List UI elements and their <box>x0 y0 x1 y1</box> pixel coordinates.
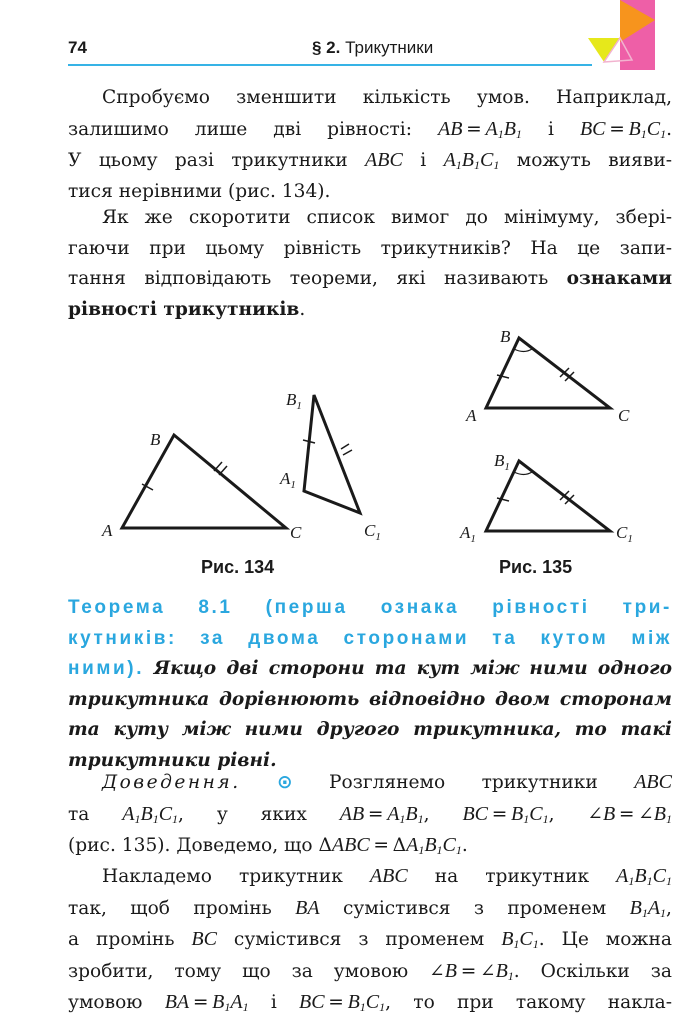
tick-mark <box>219 466 227 475</box>
corner-yellow-triangle <box>588 38 620 62</box>
tick-mark <box>343 450 352 455</box>
text-line: так, щоб промінь BA сумістився з променем $B_1A_1$, <box>68 896 672 920</box>
text: тання відповідають теореми, які називають <box>68 268 549 289</box>
tick-mark <box>341 444 349 449</box>
theorem-heading: кутників: за двома сторонами та кутом між <box>68 627 672 649</box>
text: а промінь <box>68 929 175 950</box>
figure-caption-135: Рис. 135 <box>499 557 573 577</box>
triangle-abc-135 <box>486 338 610 408</box>
theorem-text: трикутники рівні. <box>68 749 277 771</box>
text-line: У цьому разі трикутники ABC і $A_1B_1C_1$ можуть вияви- <box>68 149 672 172</box>
text: (рис. 135). Доведемо, що <box>68 835 313 856</box>
section-name: Трикутники <box>340 38 434 57</box>
label-a: A <box>102 521 113 540</box>
text-line <box>68 654 672 685</box>
text: сумістився з променем <box>233 929 485 950</box>
label-c1: $C_1$ <box>364 521 381 543</box>
text: зробити, тому що за умовою <box>68 960 409 982</box>
text: . <box>299 298 306 320</box>
text-line: гаючи при цьому рівність трикутників? На це запи- <box>68 237 672 259</box>
text-line: залишимо лише дві рівності: AB = $A_1B_1$ і BC = $B_1C_1$. <box>68 117 672 141</box>
text: і <box>547 118 554 140</box>
theorem-heading: Теорема 8.1 (перша ознака рівності три- <box>68 597 672 618</box>
paragraph-3 <box>68 861 672 1019</box>
text: умовою <box>68 992 143 1013</box>
section-title <box>312 38 433 58</box>
text: . Це можна <box>538 929 672 950</box>
text: Накладемо трикутник <box>102 866 343 887</box>
text-line: а промінь BC сумістився з променем $B_1C_1$. Це можна <box>68 928 672 951</box>
paragraph-2 <box>68 203 672 325</box>
term-bold: ознаками <box>566 268 672 289</box>
text: залишимо лише дві рівності: <box>68 118 412 140</box>
theorem-text: трикутника дорівнюють відповідно двом сторонам <box>68 688 672 710</box>
text: Розглянемо трикутники <box>329 772 598 793</box>
label-a1: $A_1$ <box>460 523 476 545</box>
theorem-text: та куту між ними другого трикутника, то такі <box>68 719 672 740</box>
text: . Оскільки за <box>513 960 672 982</box>
label-b: B <box>150 430 161 449</box>
figures <box>90 318 650 558</box>
text: у яких <box>216 803 307 825</box>
text-line: Накладемо трикутник ABC на трикутник $A_1B_1C_1$ <box>102 865 672 888</box>
theorem-heading: ними). <box>68 658 145 679</box>
text-line: умовою BA = $B_1A_1$ і BC = $B_1C_1$, то при такому накла- <box>68 991 672 1014</box>
text: , то при такому накла- <box>385 992 672 1013</box>
text-line: (рис. 135). Доведемо, що $\Delta ABC = \Delta A_1B_1C_1$. <box>68 834 468 857</box>
angle-arc <box>514 472 532 475</box>
section-prefix: § 2. <box>312 38 341 57</box>
figure-caption-134: Рис. 134 <box>201 557 275 577</box>
label-c: C <box>290 523 302 542</box>
label-b: B <box>500 327 511 346</box>
triangle-a1b1c1-134 <box>303 395 360 513</box>
proof-block <box>68 767 672 862</box>
paragraph-1 <box>68 83 672 207</box>
text-line: Як же скоротити список вимог до мінімуму, збері- <box>102 207 672 228</box>
theorem-text: Якщо дві сторони та кут між ними одного <box>153 658 672 679</box>
text: так, щоб промінь <box>68 897 272 919</box>
text: сумістився з променем <box>343 897 607 919</box>
label-c1: $C_1$ <box>616 523 633 545</box>
label-c: C <box>618 406 630 425</box>
text: і <box>420 150 427 171</box>
text: можуть вияви- <box>516 150 672 171</box>
text: і <box>270 992 277 1013</box>
page-number: 74 <box>68 38 87 57</box>
triangle-abc-134 <box>122 435 286 528</box>
text-line: тися нерівними (рис. 134). <box>68 180 331 202</box>
angle-arc <box>514 349 532 352</box>
text: та <box>68 803 90 825</box>
text-line: Спробуємо зменшити кількість умов. Наприклад, <box>102 87 672 108</box>
label-a1: $A_1$ <box>280 469 296 491</box>
corner-decoration <box>580 0 695 80</box>
text-line: Доведення. ⊙ Розглянемо трикутники ABC <box>102 771 672 793</box>
text-line: та $A_1B_1C_1$, у яких AB = $A_1B_1$, BC = $B_1C_1$, ∠B = $\angle B_1$ <box>68 802 672 826</box>
label-b1: $B_1$ <box>494 451 510 473</box>
label-b1: $B_1$ <box>286 390 302 412</box>
text: на трикутник <box>434 866 590 887</box>
proof-label: Доведення. <box>102 772 241 793</box>
proof-start-icon: ⊙ <box>277 772 293 793</box>
term-bold: рівності трикутників <box>68 298 300 320</box>
theorem-block <box>68 593 672 776</box>
text: У цьому разі трикутники <box>68 150 348 171</box>
header-rule <box>68 64 592 66</box>
text-line: зробити, тому що за умовою ∠B = $\angle B_1$. Оскільки за <box>68 959 672 983</box>
text-line <box>68 264 672 295</box>
label-a: A <box>466 406 477 425</box>
